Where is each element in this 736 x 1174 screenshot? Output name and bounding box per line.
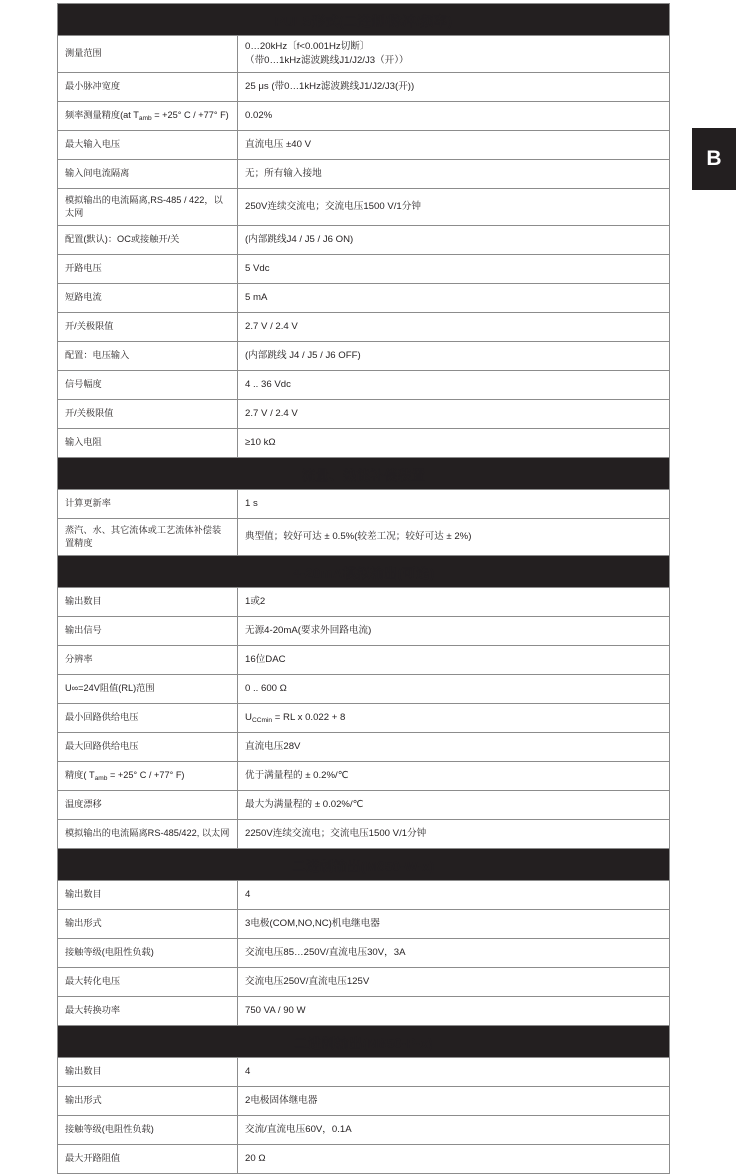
- spec-value-line: 0 .. 600 Ω: [245, 683, 287, 695]
- spec-value: [238, 881, 670, 910]
- spec-value-line: 4 .. 36 Vdc: [245, 379, 291, 391]
- spec-label: 精度( $T_{amb} = +25^\circ$ C / +77° F): [58, 762, 238, 791]
- spec-row: [58, 1145, 670, 1174]
- spec-value-line: 2.7 V / 2.4 V: [245, 408, 298, 420]
- spec-value-line: 0…20kHz〔f<0.001Hz切断〕: [245, 41, 370, 53]
- spec-row: [58, 160, 670, 189]
- spec-value: [238, 342, 670, 371]
- spec-label: 频率测量精度(at $T_{amb} = +25^\circ$ C / +77° F): [58, 102, 238, 131]
- spec-label: [58, 189, 238, 226]
- spec-row: [58, 342, 670, 371]
- section-header-row: [58, 556, 670, 588]
- spec-value: [238, 939, 670, 968]
- spec-row: [58, 371, 670, 400]
- spec-label: 接触等级(电阻性负载): [58, 939, 238, 968]
- spec-row: [58, 102, 670, 131]
- spec-value-line: 5 mA: [245, 292, 268, 304]
- spec-label: 最大转换功率: [58, 997, 238, 1026]
- spec-value: [238, 968, 670, 997]
- spec-row: [58, 704, 670, 733]
- spec-value-line: 750 VA / 90 W: [245, 1005, 306, 1017]
- spec-value: [238, 131, 670, 160]
- spec-value-line: 直流电压 ±40 V: [245, 139, 312, 151]
- spec-value: [238, 997, 670, 1026]
- spec-value: [238, 910, 670, 939]
- spec-label: 模拟输出的电流隔离RS-485/422, 以太网: [58, 820, 238, 849]
- spec-label: 输入间电流隔离: [58, 160, 238, 189]
- spec-value-line: 1 s: [245, 498, 258, 510]
- spec-value-line: 2电极固体继电器: [245, 1095, 318, 1107]
- section-header-binary-out-p: 二进制输出(M850-P-x): [58, 1026, 670, 1058]
- spec-row: [58, 939, 670, 968]
- spec-value-line: 直流电压28V: [245, 741, 301, 753]
- spec-row: [58, 646, 670, 675]
- spec-row: [58, 762, 670, 791]
- specifications-table: [57, 3, 670, 1174]
- spec-row: [58, 189, 670, 226]
- spec-value: [238, 189, 670, 226]
- spec-row: [58, 255, 670, 284]
- spec-value-line: 最大为满量程的 ± 0.02%/℃: [245, 799, 364, 811]
- spec-row: [58, 588, 670, 617]
- spec-value: [238, 1087, 670, 1116]
- spec-row: [58, 675, 670, 704]
- spec-value-line: 3电极(COM,NO,NC)机电继电器: [245, 918, 380, 930]
- spec-label-line: 蒸汽、水、其它流体或工艺流体补偿装: [65, 524, 222, 535]
- spec-row: [58, 997, 670, 1026]
- spec-row: [58, 791, 670, 820]
- spec-label: 输入电阻: [58, 429, 238, 458]
- spec-value-line: 交流电压250V/直流电压125V: [245, 976, 370, 988]
- spec-value-line: 无源4-20mA(要求外回路电流): [245, 625, 372, 637]
- section-header-puls: PULS形式(二进制/脉冲/频率): [58, 4, 670, 36]
- spec-value: [238, 588, 670, 617]
- spec-row: [58, 284, 670, 313]
- spec-label: 最大回路供给电压: [58, 733, 238, 762]
- spec-row: [58, 617, 670, 646]
- spec-row: [58, 226, 670, 255]
- spec-value: [238, 1116, 670, 1145]
- spec-value: [238, 820, 670, 849]
- spec-label: 最大转化电压: [58, 968, 238, 997]
- spec-value: [238, 313, 670, 342]
- spec-value-line: 16位DAC: [245, 654, 286, 666]
- spec-value-line: (内部跳线 J4 / J5 / J6 OFF): [245, 350, 361, 362]
- spec-row: [58, 1116, 670, 1145]
- spec-value-line: 0.02%: [245, 110, 273, 122]
- spec-label: 输出数目: [58, 881, 238, 910]
- specifications-table-body: [58, 4, 670, 1174]
- spec-label: U∞=24V阻值(RL)范围: [58, 675, 238, 704]
- spec-label: 配置：电压输入: [58, 342, 238, 371]
- spec-label: 测量范围: [58, 36, 238, 73]
- spec-value-line: 4: [245, 1066, 251, 1078]
- spec-value-line: 250V连续交流电；交流电压1500 V/1分钟: [245, 201, 421, 213]
- spec-value: [238, 617, 670, 646]
- spec-row: [58, 910, 670, 939]
- spec-label: 最小回路供给电压: [58, 704, 238, 733]
- spec-row: [58, 733, 670, 762]
- spec-label: 输出信号: [58, 617, 238, 646]
- spec-label: 输出数目: [58, 588, 238, 617]
- spec-row: [58, 73, 670, 102]
- spec-value: [238, 284, 670, 313]
- spec-value-line: ≥10 kΩ: [245, 437, 276, 449]
- spec-label: 开/关极限值: [58, 400, 238, 429]
- spec-value: [238, 646, 670, 675]
- spec-label-line: 置精度: [65, 538, 93, 548]
- spec-row: [58, 400, 670, 429]
- spec-value-line: 25 μs (带0…1kHz滤波跳线J1/J2/J3(开)): [245, 81, 415, 93]
- spec-value: [238, 762, 670, 791]
- spec-value-line: 5 Vdc: [245, 263, 270, 275]
- spec-label: 最大输入电压: [58, 131, 238, 160]
- spec-label: 信号幅度: [58, 371, 238, 400]
- section-header-row: [58, 4, 670, 36]
- spec-value: [238, 400, 670, 429]
- spec-row: [58, 429, 670, 458]
- spec-label: 接触等级(电阻性负载): [58, 1116, 238, 1145]
- spec-row: [58, 1087, 670, 1116]
- spec-value-line: 20 Ω: [245, 1153, 266, 1165]
- spec-label: 输出形式: [58, 1087, 238, 1116]
- spec-label-line: 太网: [65, 208, 84, 218]
- spec-label: 最小脉冲宽度: [58, 73, 238, 102]
- spec-value: [238, 675, 670, 704]
- spec-row: [58, 519, 670, 556]
- spec-row: [58, 968, 670, 997]
- spec-value-line: 典型值；较好可达 ± 0.5%(较差工况；较好可达 ± 2%): [245, 531, 472, 543]
- spec-value: $U_{CCmin}$ = RL x 0.022 + 8: [238, 704, 670, 733]
- spec-row: [58, 36, 670, 73]
- page-section-tab: [692, 128, 736, 190]
- spec-value: [238, 36, 670, 73]
- spec-value: [238, 1058, 670, 1087]
- spec-value-line: 4: [245, 889, 251, 901]
- spec-label: 计算更新率: [58, 490, 238, 519]
- spec-value: [238, 371, 670, 400]
- section-header-row: [58, 458, 670, 490]
- spec-value-line: 1或2: [245, 596, 266, 608]
- spec-value: [238, 160, 670, 189]
- spec-row: [58, 490, 670, 519]
- spec-label: 开路电压: [58, 255, 238, 284]
- spec-row: [58, 1058, 670, 1087]
- spec-label: 输出形式: [58, 910, 238, 939]
- section-header-flow-heat: 流量、热能补偿装置: [58, 458, 670, 490]
- spec-row: [58, 881, 670, 910]
- section-header-binary-out-w: 二进制输出(M850-W-x): [58, 849, 670, 881]
- spec-row: [58, 313, 670, 342]
- spec-value: [238, 102, 670, 131]
- spec-label: 温度漂移: [58, 791, 238, 820]
- spec-value-line: 2.7 V / 2.4 V: [245, 321, 298, 333]
- spec-label: 分辨率: [58, 646, 238, 675]
- spec-value: [238, 791, 670, 820]
- spec-value: [238, 73, 670, 102]
- spec-value: [238, 490, 670, 519]
- section-header-row: [58, 1026, 670, 1058]
- spec-label: 开/关极限值: [58, 313, 238, 342]
- spec-value-line: 交流/直流电压60V，0.1A: [245, 1124, 352, 1136]
- spec-label: 最大开路阻值: [58, 1145, 238, 1174]
- spec-value-line: （带0…1kHz滤波跳线J1/J2/J3（开））: [245, 55, 409, 66]
- spec-row: [58, 820, 670, 849]
- spec-value: [238, 519, 670, 556]
- spec-value: [238, 255, 670, 284]
- spec-value-line: 优于满量程的 ± 0.2%/℃: [245, 770, 349, 782]
- spec-label: 配置(默认)：OC或接触开/关: [58, 226, 238, 255]
- spec-label: 输出数目: [58, 1058, 238, 1087]
- section-header-analog-output: 4-20mA模拟输出(可选): [58, 556, 670, 588]
- spec-label: 短路电流: [58, 284, 238, 313]
- spec-value-line: 无；所有输入接地: [245, 168, 322, 180]
- spec-value: [238, 733, 670, 762]
- page-section-tab-letter: B: [706, 147, 722, 170]
- spec-value-line: 交流电压85…250V/直流电压30V，3A: [245, 947, 406, 959]
- spec-row: [58, 131, 670, 160]
- spec-value-line: (内部跳线J4 / J5 / J6 ON): [245, 234, 354, 246]
- spec-label-line: 模拟输出的电流隔离,RS-485 / 422，以: [65, 194, 223, 205]
- spec-value: [238, 429, 670, 458]
- section-header-row: [58, 849, 670, 881]
- spec-value: [238, 226, 670, 255]
- spec-value-line: 2250V连续交流电；交流电压1500 V/1分钟: [245, 828, 427, 840]
- spec-label: [58, 519, 238, 556]
- spec-value: [238, 1145, 670, 1174]
